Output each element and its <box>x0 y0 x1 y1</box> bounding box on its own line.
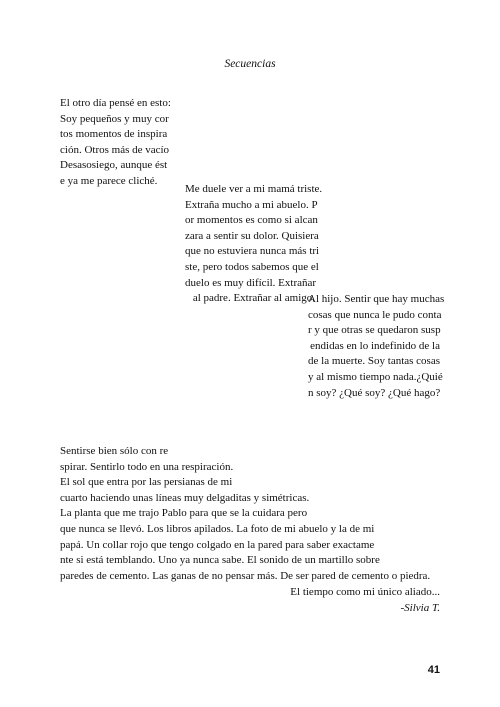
page-number: 41 <box>427 664 440 676</box>
stanza-line: ste, pero todos sabemos que el <box>185 260 319 273</box>
stanza-line: Extraña mucho a mi abuelo. P <box>185 198 318 211</box>
stanza-line: endidas en lo indefinido de la <box>310 339 440 352</box>
stanza-2 <box>185 182 323 307</box>
stanza-3 <box>308 292 445 401</box>
stanza-line: Sentirse bien sólo con re <box>60 445 169 457</box>
stanza-line: n soy? ¿Qué soy? ¿Qué hago? <box>308 386 441 399</box>
author-name: -Silvia T. <box>400 601 440 614</box>
stanza-4 <box>60 444 430 584</box>
closing-signature <box>270 585 440 616</box>
stanza-line: nte si está temblando. Uno ya nunca sabe. El sonido de un martillo sobre <box>60 554 380 567</box>
stanza-line: papá. Un collar rojo que tengo colgado en la pared para saber exactame <box>60 538 375 551</box>
stanza-line: que nunca se llevó. Los libros apilados. La foto de mi abuelo y la de mi <box>60 522 375 535</box>
stanza-line: r y que otras se quedaron susp <box>308 324 441 337</box>
stanza-line: cosas que nunca le pudo conta <box>308 308 442 321</box>
stanza-line: Me duele ver a mi mamá triste. <box>185 183 323 195</box>
stanza-line: cuarto haciendo unas líneas muy delgaditas y simétricas. <box>60 491 310 504</box>
stanza-line: al padre. Extrañar al amigo. <box>192 292 315 305</box>
stanza-line: e ya me parece cliché. <box>60 174 158 187</box>
stanza-line: y al mismo tiempo nada.¿Quié <box>308 370 443 383</box>
page-title: Secuencias <box>224 58 276 70</box>
stanza-line: Al hijo. Sentir que hay muchas <box>308 293 445 305</box>
stanza-1 <box>60 96 171 190</box>
stanza-line: or momentos es como si alcan <box>185 214 318 227</box>
stanza-line: El otro día pensé en esto: <box>60 97 171 109</box>
stanza-line: paredes de cemento. Las ganas de no pensar más. De ser pared de cemento o piedra. <box>60 569 431 582</box>
stanza-line: que no estuviera nunca más tri <box>185 245 320 258</box>
stanza-line: Soy pequeños y muy cor <box>60 112 169 125</box>
stanza-line: tos momentos de inspira <box>60 128 168 141</box>
stanza-line: spirar. Sentirlo todo en una respiración. <box>60 460 234 473</box>
stanza-line: ción. Otros más de vacío <box>60 143 170 156</box>
stanza-line: El sol que entra por las persianas de mi <box>60 476 233 489</box>
stanza-line: de la muerte. Soy tantas cosas <box>308 355 440 368</box>
stanza-line: duelo es muy difícil. Extrañar <box>185 276 317 289</box>
stanza-line: Desasosiego, aunque ést <box>60 159 168 172</box>
stanza-line: La planta que me trajo Pablo para que se la cuidara pero <box>60 507 308 520</box>
closing-line: El tiempo como mi único aliado... <box>290 586 440 598</box>
stanza-line: zara a sentir su dolor. Quisiera <box>185 229 319 242</box>
